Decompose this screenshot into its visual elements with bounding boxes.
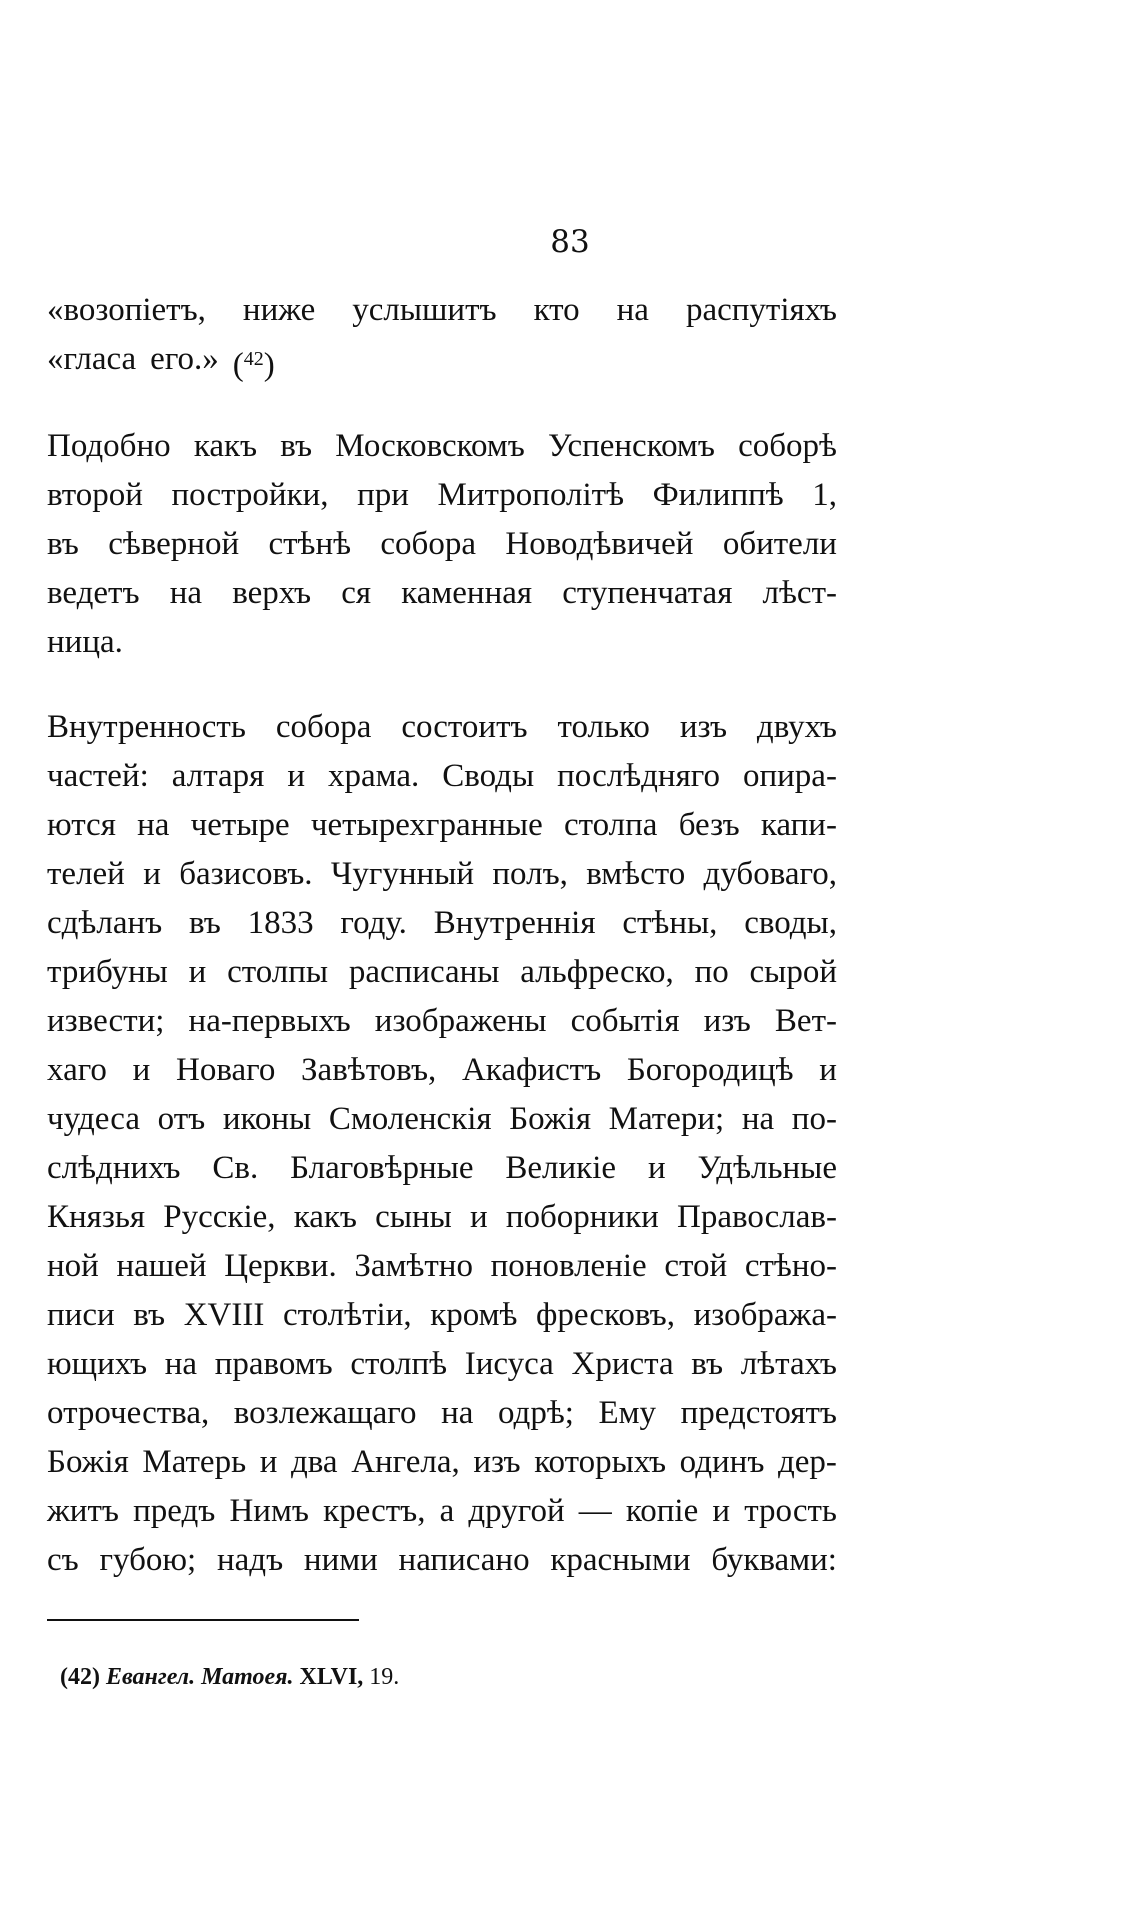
word: своды, bbox=[744, 905, 837, 941]
word: собора bbox=[275, 709, 372, 745]
page-number: 83 bbox=[550, 224, 590, 260]
word: изображены bbox=[374, 1003, 547, 1039]
word: состоитъ bbox=[401, 709, 528, 745]
word: Внутренность bbox=[47, 709, 246, 745]
word: сдѣланъ bbox=[47, 905, 163, 941]
word: Митрополітѣ bbox=[437, 477, 625, 513]
word: его.» bbox=[150, 341, 219, 377]
word: столпы bbox=[227, 954, 329, 990]
word: отъ bbox=[157, 1101, 206, 1137]
word: ной bbox=[47, 1248, 99, 1284]
text-line bbox=[47, 1340, 837, 1389]
word: Акафистъ bbox=[461, 1052, 602, 1088]
word: буквами: bbox=[711, 1542, 837, 1578]
word: сѣверной bbox=[108, 526, 240, 562]
word: услышитъ bbox=[352, 292, 497, 328]
word: кто bbox=[533, 292, 580, 328]
word: сырой bbox=[749, 954, 837, 990]
word: слѣднихъ bbox=[47, 1150, 181, 1186]
word: 1833 bbox=[247, 905, 314, 941]
word: алтаря bbox=[171, 758, 265, 794]
word: Замѣтно bbox=[354, 1248, 473, 1284]
text-line bbox=[47, 1487, 837, 1536]
word: распутіяхъ bbox=[685, 292, 837, 328]
word: Матерь bbox=[142, 1444, 247, 1480]
text-line bbox=[47, 1536, 837, 1585]
word: трость bbox=[744, 1493, 837, 1529]
word: на bbox=[616, 292, 649, 328]
word: въ bbox=[189, 905, 221, 941]
word: постройки, bbox=[171, 477, 329, 513]
word: Ему bbox=[598, 1395, 657, 1431]
word: сыны bbox=[375, 1199, 452, 1235]
text-line bbox=[47, 752, 837, 801]
word: надъ bbox=[216, 1542, 284, 1578]
text-line bbox=[47, 520, 837, 569]
word: ница. bbox=[47, 624, 123, 660]
text-line bbox=[47, 1291, 837, 1340]
word: въ bbox=[133, 1297, 166, 1333]
word: возлежащаго bbox=[233, 1395, 417, 1431]
word: губою; bbox=[99, 1542, 197, 1578]
word: капи- bbox=[760, 807, 837, 843]
word: изъ bbox=[473, 1444, 521, 1480]
word: кромѣ bbox=[430, 1297, 518, 1333]
word: Филиппѣ bbox=[652, 477, 784, 513]
word: Вет- bbox=[774, 1003, 837, 1039]
word: поновленіе bbox=[490, 1248, 647, 1284]
word: стѣны, bbox=[622, 905, 718, 941]
text-line bbox=[47, 948, 837, 997]
word: и bbox=[188, 954, 207, 990]
quote-block bbox=[47, 286, 837, 384]
paragraph-1 bbox=[47, 422, 837, 667]
word: только bbox=[557, 709, 650, 745]
word: написано bbox=[398, 1542, 530, 1578]
word: два bbox=[291, 1444, 338, 1480]
text-line bbox=[47, 850, 837, 899]
word: и bbox=[132, 1052, 151, 1088]
text-line bbox=[47, 1438, 837, 1487]
word: опира- bbox=[742, 758, 837, 794]
word: Русскіе, bbox=[163, 1199, 276, 1235]
word: Удѣльные bbox=[697, 1150, 837, 1186]
word: одинъ bbox=[679, 1444, 765, 1480]
word: Чугунный bbox=[330, 856, 475, 892]
word: и bbox=[287, 758, 306, 794]
word: ющихъ bbox=[47, 1346, 148, 1382]
word: лѣтахъ bbox=[740, 1346, 837, 1382]
word: и bbox=[143, 856, 161, 892]
word: альфреско, bbox=[520, 954, 674, 990]
word: хаго bbox=[47, 1052, 107, 1088]
word: житъ bbox=[47, 1493, 119, 1529]
word: ведетъ bbox=[47, 575, 140, 611]
word: по bbox=[694, 954, 729, 990]
word: второй bbox=[47, 477, 143, 513]
word: поборники bbox=[505, 1199, 659, 1235]
word: столѣтіи, bbox=[282, 1297, 412, 1333]
word: копіе bbox=[625, 1493, 699, 1529]
word: изобража- bbox=[693, 1297, 837, 1333]
word: вмѣсто bbox=[586, 856, 686, 892]
word: послѣдняго bbox=[557, 758, 720, 794]
word: иконы bbox=[222, 1101, 312, 1137]
word: и bbox=[712, 1493, 731, 1529]
word: Божія bbox=[47, 1444, 129, 1480]
word: Матери; bbox=[608, 1101, 725, 1137]
word: правомъ bbox=[214, 1346, 333, 1382]
text-line bbox=[47, 335, 837, 384]
word: событія bbox=[570, 1003, 680, 1039]
word: ся bbox=[341, 575, 372, 611]
word: фресковъ, bbox=[536, 1297, 675, 1333]
word: Новодѣвичей bbox=[505, 526, 694, 562]
word: Православ- bbox=[676, 1199, 837, 1235]
word: столпѣ bbox=[350, 1346, 448, 1382]
word: на-первыхъ bbox=[188, 1003, 351, 1039]
word: Своды bbox=[442, 758, 535, 794]
word: на bbox=[137, 807, 170, 843]
word: обители bbox=[722, 526, 837, 562]
word: на bbox=[441, 1395, 474, 1431]
text-line bbox=[47, 997, 837, 1046]
word: отрочества, bbox=[47, 1395, 210, 1431]
word: стѣнѣ bbox=[268, 526, 352, 562]
word: 1, bbox=[812, 477, 837, 513]
word: трибуны bbox=[47, 954, 168, 990]
word: Церкви. bbox=[224, 1248, 337, 1284]
footnote-ref-number: 42 bbox=[243, 348, 264, 370]
text-line bbox=[47, 1095, 837, 1144]
word: дубоваго, bbox=[703, 856, 837, 892]
word: — bbox=[578, 1493, 612, 1529]
word: базисовъ. bbox=[179, 856, 313, 892]
word: нашей bbox=[116, 1248, 207, 1284]
word: при bbox=[357, 477, 409, 513]
word: ступенчатая bbox=[562, 575, 733, 611]
word: верхъ bbox=[232, 575, 312, 611]
word: на bbox=[169, 575, 203, 611]
word: Св. bbox=[212, 1150, 259, 1186]
word: Христа bbox=[571, 1346, 674, 1382]
text-line bbox=[47, 618, 837, 667]
word: четырехгранные bbox=[310, 807, 543, 843]
word: по- bbox=[791, 1101, 837, 1137]
word: другой bbox=[468, 1493, 565, 1529]
word: Подобно bbox=[47, 428, 171, 464]
word: и bbox=[259, 1444, 278, 1480]
word: XVIII bbox=[183, 1297, 265, 1333]
word: Внутреннія bbox=[433, 905, 596, 941]
word: Ангела, bbox=[351, 1444, 460, 1480]
word: которыхъ bbox=[534, 1444, 667, 1480]
word: въ bbox=[691, 1346, 724, 1382]
word: одрѣ; bbox=[498, 1395, 574, 1431]
word: стой bbox=[664, 1248, 728, 1284]
word: Князья bbox=[47, 1199, 146, 1235]
word: «возопіетъ, bbox=[47, 292, 206, 328]
text-line bbox=[47, 569, 837, 618]
text-line bbox=[47, 422, 837, 471]
word: красными bbox=[550, 1542, 691, 1578]
word: дер- bbox=[778, 1444, 837, 1480]
word: двухъ bbox=[756, 709, 837, 745]
word: крестъ, bbox=[323, 1493, 426, 1529]
word: писи bbox=[47, 1297, 115, 1333]
word: каменная bbox=[401, 575, 533, 611]
word: Новаго bbox=[175, 1052, 276, 1088]
footnote bbox=[60, 1662, 399, 1692]
word: расписаны bbox=[348, 954, 500, 990]
footnote-verse: 19. bbox=[369, 1664, 400, 1690]
word: Завѣтовъ, bbox=[301, 1052, 437, 1088]
paragraph-2 bbox=[47, 703, 837, 1585]
word: изъ bbox=[703, 1003, 751, 1039]
word: на bbox=[164, 1346, 198, 1382]
text-line bbox=[47, 1389, 837, 1438]
word: лѣст- bbox=[762, 575, 837, 611]
word: извести; bbox=[47, 1003, 165, 1039]
text-line bbox=[47, 899, 837, 948]
text-line bbox=[47, 1242, 837, 1291]
text-line bbox=[47, 1193, 837, 1242]
word: Благовѣрные bbox=[290, 1150, 474, 1186]
word: Смоленскія bbox=[328, 1101, 492, 1137]
word: изъ bbox=[679, 709, 728, 745]
word: собора bbox=[380, 526, 476, 562]
text-line bbox=[47, 1144, 837, 1193]
word: Богородицѣ bbox=[626, 1052, 794, 1088]
word: столпа bbox=[563, 807, 658, 843]
word: Великіе bbox=[505, 1150, 617, 1186]
footnote-reference: ($^{42}$) bbox=[232, 347, 275, 383]
word: Успенскомъ bbox=[548, 428, 715, 464]
word: предъ bbox=[133, 1493, 216, 1529]
word: четыре bbox=[190, 807, 290, 843]
word: и bbox=[819, 1052, 837, 1088]
word: ними bbox=[303, 1542, 378, 1578]
word: какъ bbox=[293, 1199, 357, 1235]
word: въ bbox=[280, 428, 313, 464]
word: Нимъ bbox=[229, 1493, 309, 1529]
text-line bbox=[47, 1046, 837, 1095]
text-line bbox=[47, 286, 837, 335]
word: съ bbox=[47, 1542, 79, 1578]
word: и bbox=[470, 1199, 488, 1235]
word: безъ bbox=[678, 807, 740, 843]
word: на bbox=[741, 1101, 775, 1137]
word: чудеса bbox=[47, 1101, 140, 1137]
word: какъ bbox=[193, 428, 258, 464]
footnote-chapter: XLVI, bbox=[299, 1664, 364, 1690]
word: а bbox=[439, 1493, 455, 1529]
footnote-number: (42) bbox=[60, 1664, 100, 1690]
word: ются bbox=[47, 807, 116, 843]
word: храма. bbox=[328, 758, 420, 794]
word: полъ, bbox=[492, 856, 568, 892]
text-line bbox=[47, 703, 837, 752]
word: и bbox=[647, 1150, 666, 1186]
word: ниже bbox=[242, 292, 316, 328]
word: соборѣ bbox=[738, 428, 837, 464]
text-line bbox=[47, 471, 837, 520]
text-line bbox=[47, 801, 837, 850]
word: Іисуса bbox=[464, 1346, 554, 1382]
word: году. bbox=[340, 905, 407, 941]
word: стѣно- bbox=[744, 1248, 837, 1284]
word: въ bbox=[47, 526, 79, 562]
footnote-divider bbox=[47, 1619, 359, 1621]
word: Московскомъ bbox=[335, 428, 525, 464]
word: частей: bbox=[47, 758, 149, 794]
word: предстоятъ bbox=[680, 1395, 837, 1431]
word: телей bbox=[47, 856, 125, 892]
footnote-source: Евангел. Матоея. bbox=[105, 1664, 294, 1690]
word: Божія bbox=[509, 1101, 592, 1137]
word: «гласа bbox=[47, 341, 137, 377]
